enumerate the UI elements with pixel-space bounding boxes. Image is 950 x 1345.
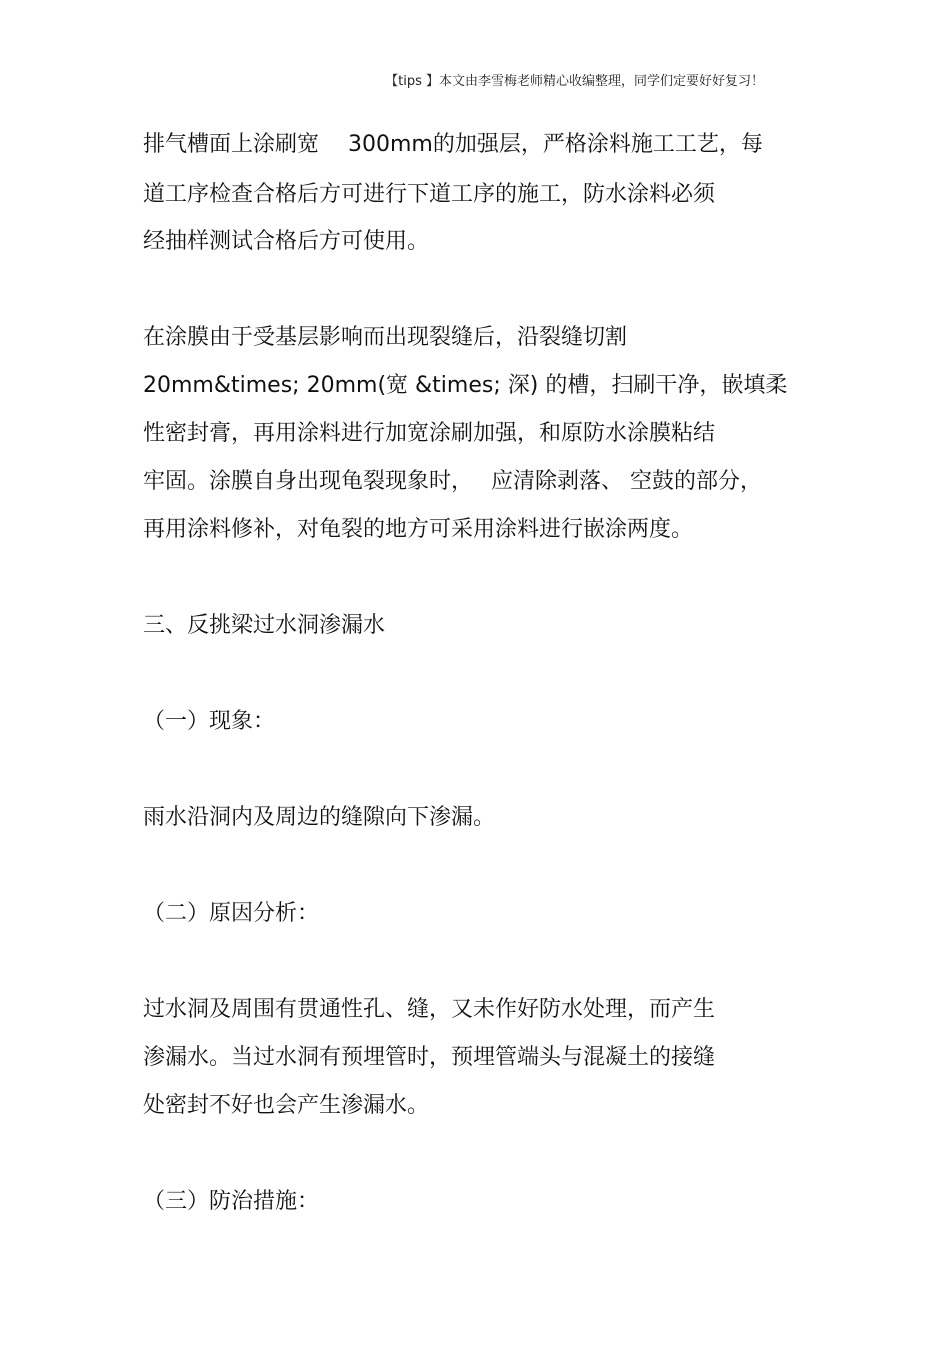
paragraph-line: 过水洞及周围有贯通性孔、缝，又未作好防水处理，而产生 xyxy=(143,997,716,1022)
section-heading: 三、反挑梁过水洞渗漏水 xyxy=(143,613,386,638)
header-tips-note: 【tips 】本文由李雪梅老师精心收编整理，同学们定要好好复习！ xyxy=(385,74,764,89)
paragraph-line: 排气槽面上涂刷宽 300mm的加强层，严格涂料施工工艺，每 xyxy=(143,132,763,157)
subsection-heading: （三）防治措施： xyxy=(143,1189,320,1214)
paragraph-line: 经抽样测试合格后方可使用。 xyxy=(143,229,430,254)
paragraph-line: 道工序检查合格后方可进行下道工序的施工，防水涂料必须 xyxy=(143,182,716,207)
subsection-heading: （二）原因分析： xyxy=(143,901,320,926)
subsection-heading: （一）现象： xyxy=(143,709,276,734)
paragraph-line: 性密封膏，再用涂料进行加宽涂刷加强，和原防水涂膜粘结 xyxy=(143,421,716,446)
paragraph-line: 渗漏水。当过水洞有预埋管时，预埋管端头与混凝土的接缝 xyxy=(143,1045,716,1070)
paragraph-line: 再用涂料修补，对龟裂的地方可采用涂料进行嵌涂两度。 xyxy=(143,517,694,542)
paragraph-line: 处密封不好也会产生渗漏水。 xyxy=(143,1093,430,1118)
paragraph-line: 雨水沿洞内及周边的缝隙向下渗漏。 xyxy=(143,805,496,830)
paragraph-line: 牢固。涂膜自身出现龟裂现象时， 应清除剥落、 空鼓的部分， xyxy=(143,469,762,494)
paragraph-line: 20mm&times; 20mm(宽 &times; 深) 的槽，扫刷干净，嵌填柔 xyxy=(143,373,788,398)
paragraph-line: 在涂膜由于受基层影响而出现裂缝后，沿裂缝切割 xyxy=(143,325,628,350)
